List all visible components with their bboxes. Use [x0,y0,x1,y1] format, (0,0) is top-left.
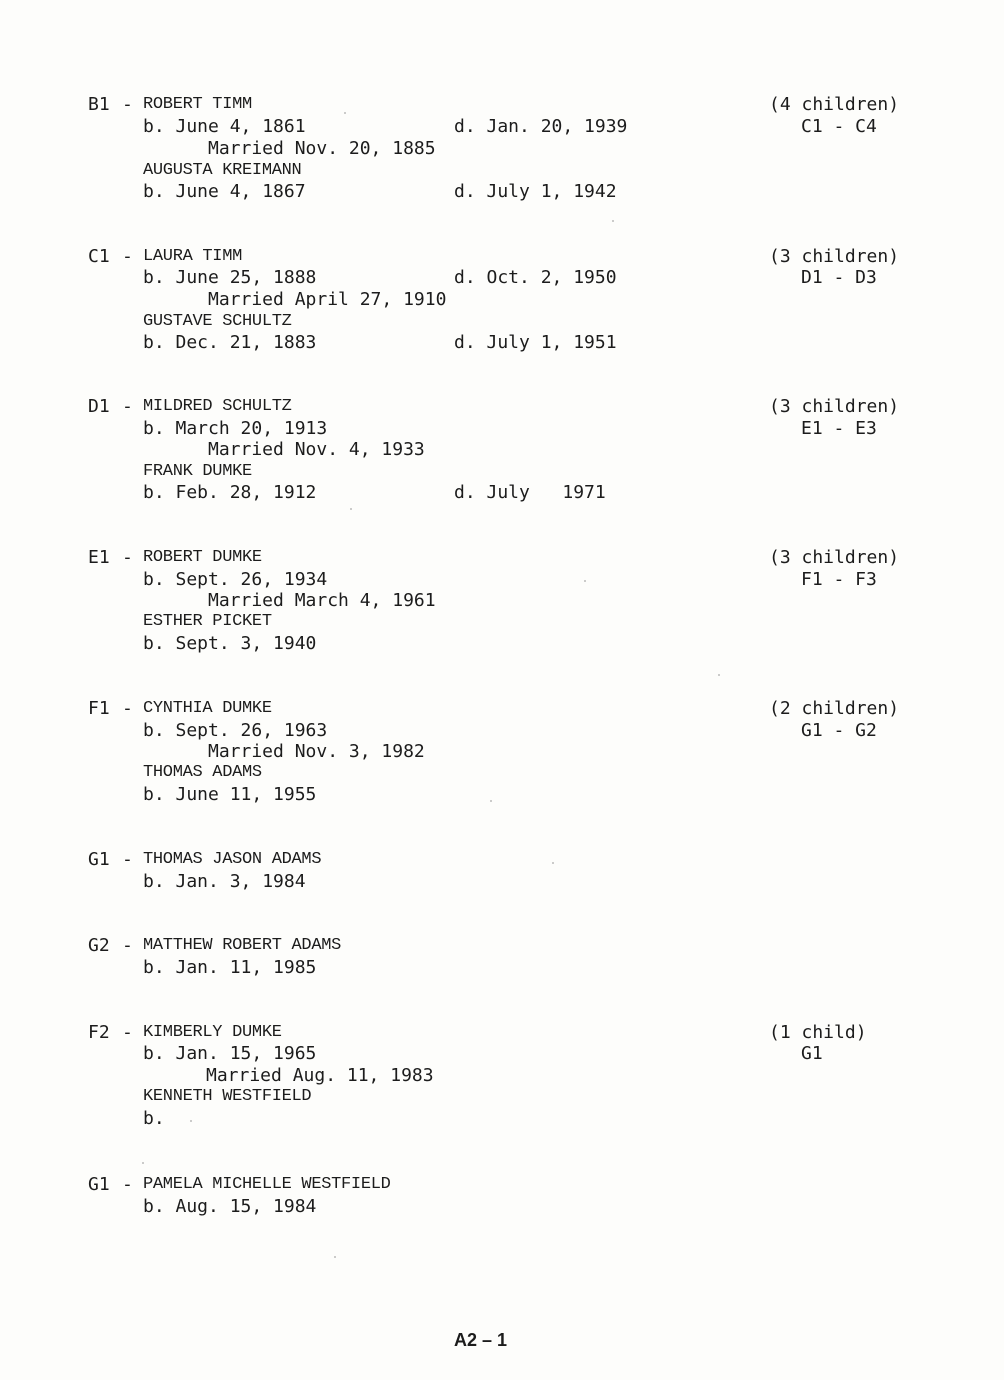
spouse-death-date: d. July 1971 [454,482,606,503]
spouse-name: ESTHER PICKET [143,612,272,631]
children-range: F1 - F3 [801,569,877,590]
birth-date: b. March 20, 1913 [143,418,328,439]
birth-date: b. Sept. 26, 1934 [143,569,328,590]
marriage-date: Married March 4, 1961 [208,590,436,611]
scan-speck [490,800,492,802]
entry-code: D1 [88,396,110,417]
entry-code: G2 [88,935,110,956]
death-date: d. Jan. 20, 1939 [454,116,628,137]
person-name: THOMAS JASON ADAMS [143,850,322,869]
children-count: (2 children) [769,698,900,719]
spouse-birth-date: b. Feb. 28, 1912 [143,482,317,503]
person-name: ROBERT TIMM [143,95,252,114]
scan-speck [142,1162,144,1164]
marriage-date: Married April 27, 1910 [208,289,447,310]
entry-code: F2 [88,1022,110,1043]
marriage-date: Married Nov. 20, 1885 [208,138,436,159]
scan-speck [334,1256,336,1258]
entry-code: E1 [88,547,110,568]
children-range: C1 - C4 [801,116,877,137]
birth-date: b. Jan. 11, 1985 [143,957,317,978]
spouse-name: KENNETH WESTFIELD [143,1087,312,1106]
spouse-birth-date: b. [143,1108,165,1129]
scan-speck [718,674,720,676]
scan-speck [584,580,586,582]
person-name: MATTHEW ROBERT ADAMS [143,936,342,955]
entry-code: F1 [88,698,110,719]
person-name: CYNTHIA DUMKE [143,699,272,718]
spouse-birth-date: b. Dec. 21, 1883 [143,332,317,353]
spouse-name: GUSTAVE SCHULTZ [143,312,292,331]
children-range: D1 - D3 [801,267,877,288]
birth-date: b. Sept. 26, 1963 [143,720,328,741]
scan-speck [350,508,352,510]
scan-speck [612,220,614,222]
scan-speck [344,112,346,114]
spouse-death-date: d. July 1, 1942 [454,181,617,202]
children-count: (3 children) [769,547,900,568]
marriage-date: Married Aug. 11, 1983 [206,1065,434,1086]
person-name: LAURA TIMM [143,247,243,266]
children-count: (3 children) [769,396,900,417]
spouse-death-date: d. July 1, 1951 [454,332,617,353]
birth-date: b. Jan. 3, 1984 [143,871,306,892]
birth-date: b. June 4, 1861 [143,116,306,137]
scan-speck [190,1120,192,1122]
marriage-date: Married Nov. 4, 1933 [208,439,425,460]
person-name: KIMBERLY DUMKE [143,1023,282,1042]
person-name: PAMELA MICHELLE WESTFIELD [143,1175,391,1194]
marriage-date: Married Nov. 3, 1982 [208,741,425,762]
spouse-name: AUGUSTA KREIMANN [143,161,302,180]
birth-date: b. June 25, 1888 [143,267,317,288]
entry-code: G1 [88,1174,110,1195]
spouse-name: FRANK DUMKE [143,462,252,481]
children-count: (4 children) [769,94,900,115]
birth-date: b. Aug. 15, 1984 [143,1196,317,1217]
spouse-birth-date: b. June 11, 1955 [143,784,317,805]
death-date: d. Oct. 2, 1950 [454,267,617,288]
entry-code: C1 [88,246,110,267]
entry-code: B1 [88,94,110,115]
scan-speck [552,862,554,864]
children-range: G1 [801,1043,823,1064]
children-range: G1 - G2 [801,720,877,741]
children-count: (3 children) [769,246,900,267]
birth-date: b. Jan. 15, 1965 [143,1043,317,1064]
person-name: ROBERT DUMKE [143,548,262,567]
spouse-birth-date: b. Sept. 3, 1940 [143,633,317,654]
person-name: MILDRED SCHULTZ [143,397,292,416]
children-count: (1 child) [769,1022,867,1043]
page-number: A2 – 1 [454,1330,508,1350]
spouse-name: THOMAS ADAMS [143,763,262,782]
spouse-birth-date: b. June 4, 1867 [143,181,306,202]
children-range: E1 - E3 [801,418,877,439]
entry-code: G1 [88,849,110,870]
